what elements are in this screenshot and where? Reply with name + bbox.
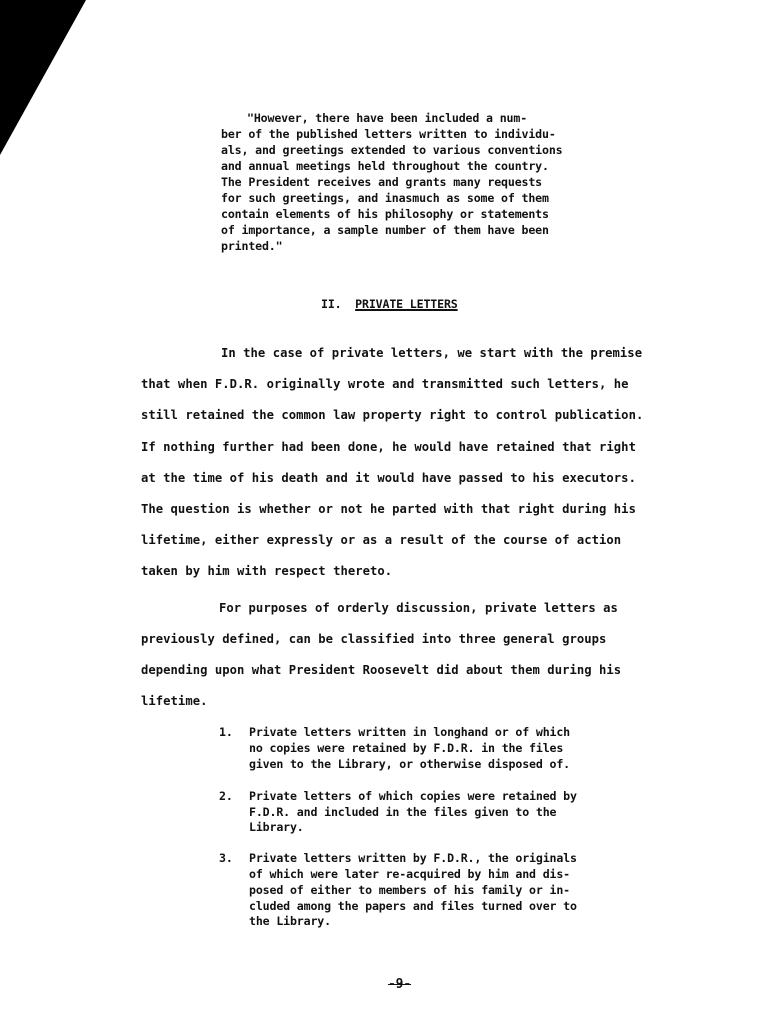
quote-line: for such greetings, and inasmuch as some of them (221, 191, 549, 205)
quote-line: of importance, a sample number of them have been (221, 223, 549, 237)
quote-line: and annual meetings held throughout the country. (221, 159, 549, 173)
quote-line: ber of the published letters written to individu- (221, 127, 556, 141)
paragraph-line: lifetime. (141, 694, 208, 708)
list-line: Private letters of which copies were retained by (249, 789, 577, 803)
page-number: -9- (388, 977, 412, 992)
paragraph-line: The question is whether or not he parted with that right during his (141, 502, 636, 516)
quote-line: contain elements of his philosophy or statements (221, 207, 549, 221)
paragraph-line: depending upon what President Roosevelt did about them during his (141, 663, 622, 677)
section-title: PRIVATE LETTERS (355, 297, 458, 311)
list-number: 3. (219, 851, 233, 865)
section-number: II. (321, 297, 342, 311)
list-line: no copies were retained by F.D.R. in the files (249, 741, 564, 755)
paragraph-line: In the case of private letters, we start with the premise (221, 346, 643, 360)
quote-line: als, and greetings extended to various conventions (221, 143, 563, 157)
list-line: Library. (249, 820, 304, 834)
list-line: of which were later re-acquired by him and dis- (249, 867, 571, 881)
list-line: posed of either to members of his family or in- (249, 883, 571, 897)
section-heading (321, 297, 458, 311)
paragraph-line: taken by him with respect thereto. (141, 564, 393, 578)
quote-line: printed." (221, 239, 283, 253)
paragraph-line: still retained the common law property right to control publication. (141, 408, 644, 422)
list-line: F.D.R. and included in the files given to the (249, 805, 557, 819)
list-line: given to the Library, or otherwise disposed of. (249, 757, 571, 771)
list-line: Private letters written by F.D.R., the originals (249, 851, 577, 865)
quote-line: "However, there have been included a num- (247, 111, 528, 125)
list-number: 2. (219, 789, 233, 803)
scan-corner-shadow (0, 0, 86, 155)
list-line: the Library. (249, 914, 331, 928)
paragraph-line: that when F.D.R. originally wrote and transmitted such letters, he (141, 377, 629, 391)
paragraph-line: at the time of his death and it would have passed to his executors. (141, 471, 636, 485)
paragraph-line: previously defined, can be classified into three general groups (141, 632, 607, 646)
list-line: cluded among the papers and files turned over to (249, 899, 577, 913)
list-number: 1. (219, 725, 233, 739)
paragraph-line: If nothing further had been done, he would have retained that right (141, 440, 636, 454)
paragraph-line: For purposes of orderly discussion, private letters as (219, 601, 618, 615)
quote-line: The President receives and grants many requests (221, 175, 543, 189)
list-line: Private letters written in longhand or of which (249, 725, 571, 739)
paragraph-line: lifetime, either expressly or as a result of the course of action (141, 533, 622, 547)
